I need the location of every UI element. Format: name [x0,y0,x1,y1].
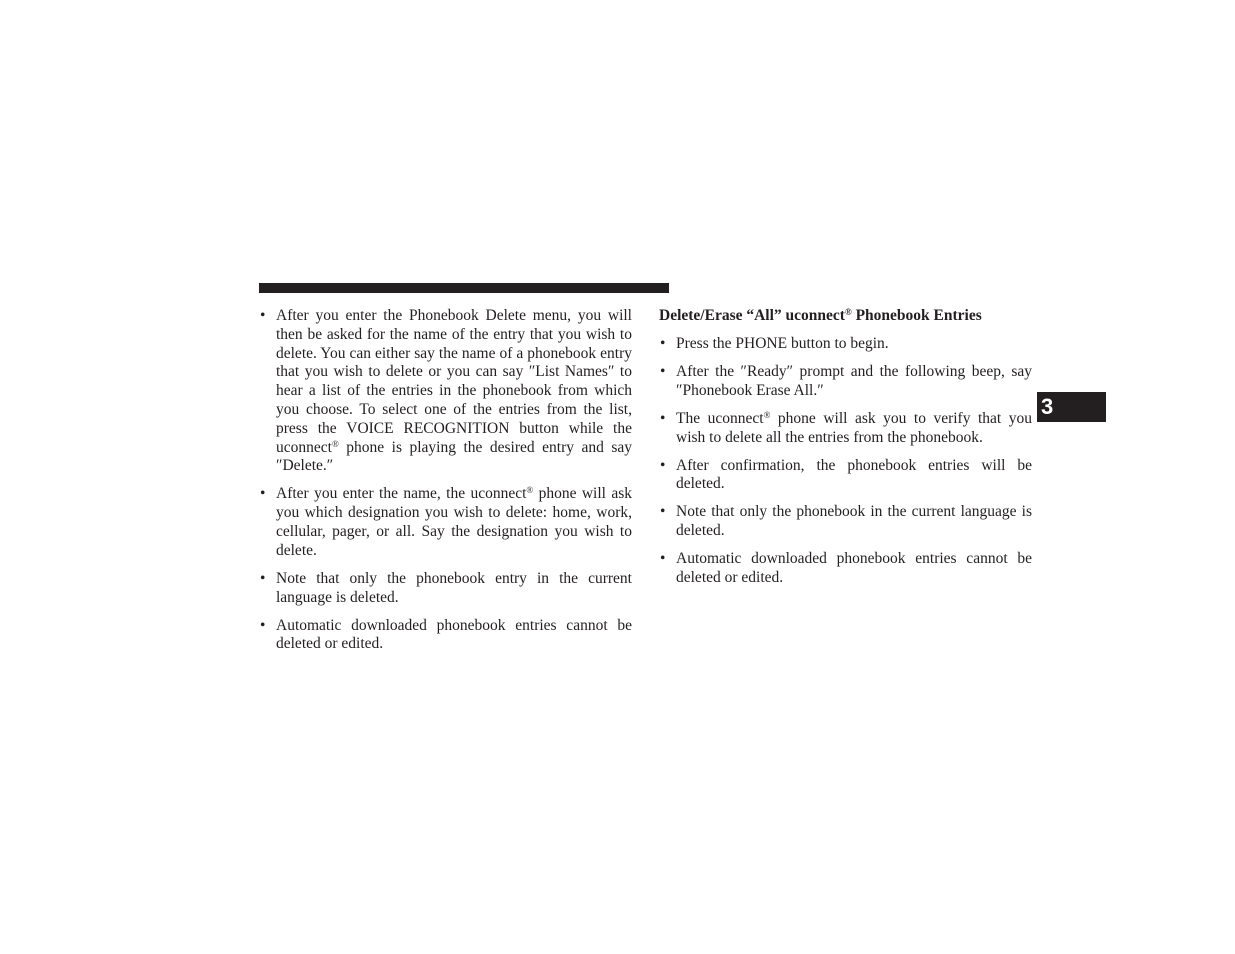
bullet-text: Note that only the phonebook entry in the current language is deleted. [276,569,632,606]
right-text-column [659,307,1032,597]
section-top-rule [259,283,669,293]
bullet-text: After you enter the Phonebook Delete menu, you will then be asked for the name of the entry that you wish to delete. You can either say the name of a phonebook entry that you wish to delete or you can say ″List Names″ to hear a list of the entries in the phonebook from which you choose. To select one of the entries from the list, press the VOICE RECOGNITION button while the uconnect [276,307,632,456]
bullet-item [259,570,632,608]
bullet-icon: • [660,409,666,427]
left-text-column [259,307,632,663]
bullet-text: The uconnect [676,409,764,427]
registered-mark: ® [331,438,339,449]
bullet-icon: • [260,307,266,324]
bullet-text: After the ″Ready″ prompt and the following beep, say ″Phonebook Erase All.″ [676,362,1032,399]
heading-text: Delete/Erase “All” uconnect [659,307,845,324]
bullet-item [659,335,1032,354]
bullet-text: Press the PHONE button to begin. [676,334,889,352]
right-bullet-list [659,335,1032,588]
registered-mark: ® [526,485,534,496]
chapter-tab [1037,392,1106,422]
heading-text: Phonebook Entries [851,307,982,324]
section-heading [659,307,1032,326]
bullet-text: phone will ask you which designation you wish to delete: home, work, cellular, pager, or all. Say the designation you wish to delete. [276,485,632,559]
bullet-text: phone is playing the desired entry and say ″Delete.″ [276,438,632,475]
bullet-text: After you enter the name, the uconnect [276,485,527,503]
bullet-text: Note that only the phonebook in the current language is deleted. [676,503,1032,540]
registered-mark: ® [844,307,852,317]
bullet-item [659,503,1032,541]
bullet-text: phone will ask you to verify that you wish to delete all the entries from the phonebook. [676,409,1032,446]
left-bullet-list [259,307,632,654]
bullet-item [659,550,1032,588]
bullet-item [659,363,1032,401]
bullet-text: Automatic downloaded phonebook entries cannot be deleted or edited. [276,616,632,653]
bullet-icon: • [260,616,266,634]
bullet-item [659,410,1032,448]
bullet-icon: • [260,569,266,587]
bullet-icon: • [660,456,666,474]
bullet-icon: • [660,334,666,352]
bullet-icon: • [660,503,666,521]
chapter-number: 3 [1041,394,1054,419]
bullet-icon: • [260,485,266,503]
bullet-text: After confirmation, the phonebook entries will be deleted. [676,456,1032,493]
registered-mark: ® [763,409,771,420]
bullet-item [659,457,1032,495]
bullet-text: Automatic downloaded phonebook entries cannot be deleted or edited. [676,550,1032,586]
bullet-item [259,485,632,560]
bullet-item [259,307,632,476]
bullet-icon: • [660,362,666,380]
bullet-icon: • [660,550,666,568]
bullet-item [259,617,632,655]
